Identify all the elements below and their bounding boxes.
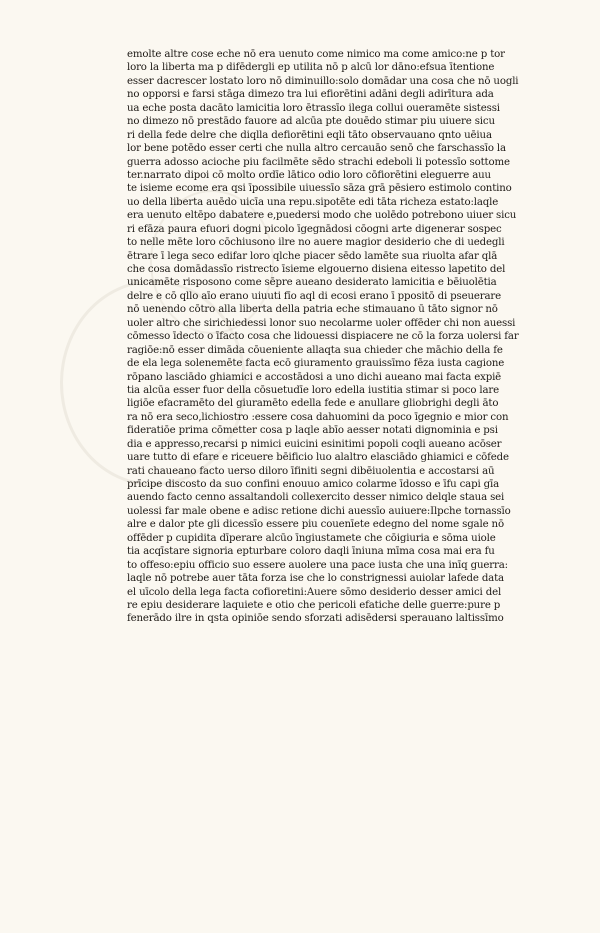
text-line: uo della liberta auēdo uicīa una repu.sipotēte edi tāta richeza estato:laqle (127, 196, 499, 208)
text-line: ligiōe efacramēto del giuramēto edella fede e anullare gliobrighi degli āto (127, 398, 499, 410)
text-line: cōmesso īdecto o īfacto cosa che lidouessi dispiacere ne cō la forza uolersi far (127, 331, 519, 343)
text-line: ri della fede delre che diqlla defiorētini eqli tāto observauano qnto uēiua (127, 129, 492, 141)
text-line: prīcipe discosto da suo confini enouuo amico colarme īdosso e īfu capi gīa (127, 479, 500, 490)
text-line: to nelle mēte loro cōchiusono ilre no auere magior desiderio che di uedegli (127, 237, 505, 249)
text-line: no opporsi e farsi stāga dimezo tra lui efiorētini adāni degli adirītura ada (127, 89, 494, 101)
text-line: te isieme ecome era qsi īpossibile uiuessīo sāza grā pēsiero estimolo contino (127, 183, 512, 195)
text-line: ri efāza paura efuori dogni picolo īgegnādosi cōogni arte digenerar sospec (127, 223, 502, 235)
text-line: fenerādo ilre in qsta opiniōe sendo sforzati adisēdersi sperauano laltissīmo (127, 613, 504, 625)
text-line: offēder p cupidita dīperare alcūo īngiustamete che cōigiuria e sōma uiole (127, 532, 496, 544)
text-line: uoler altro che sirichiedessi lonor suo necolarme uoler offēder chi non auessi (127, 317, 516, 329)
text-line: lor bene potēdo esser certi che nulla altro cercauāo senō che farschassīo la (127, 143, 506, 155)
text-line: loro la liberta ma p difēdergli ep utilita nō p alcū lor dāno:efsua ītentione (127, 62, 495, 74)
text-line: ragiōe:nō esser dimāda cōueniente allaqta sua chieder che māchio della fe (127, 344, 503, 356)
text-line: ētrare ī lega seco edifar loro qlche piacer sēdo lamēte sua riuolta afar qlā (127, 250, 498, 262)
text-line: to offeso:epiu officio suo essere auolere una pace iusta che una inīq guerra: (127, 559, 508, 571)
text-line: tia acqīstare signoria epturbare coloro daqli īniuna mīma cosa mai era fu (127, 546, 495, 558)
text-block (127, 48, 575, 626)
text-line: emolte altre cose eche nō era uenuto come nimico ma come amico:ne p tor (127, 49, 505, 60)
text-line: tia alcūa esser fuor della cōsuetudīe loro edella iustitia stimar si poco lare (127, 384, 500, 396)
text-line: no dimezo nō prestādo fauore ad alcūa pte douēdo stimar piu uiuere sicu (127, 116, 495, 128)
text-line: dia e appresso,recarsi p nimici euicini esinitimi popoli coqli aueano acōser (127, 438, 502, 450)
text-line: esser dacrescer lostato loro nō diminuillo:solo domādar una cosa che nō uogli (127, 75, 519, 87)
text-line: rōpano lasciādo ghiamici e accostādosi a uno dichi aueano mai facta expiē (127, 371, 502, 383)
text-line: guerra adosso acioche piu facilmēte sēdo strachi edeboli li potessīo sottome (127, 156, 510, 168)
text-line: alre e dalor pte gli dicessīo essere piu couenīete edegno del nome sgale nō (127, 519, 504, 531)
text-line: uolessi far male obene e adisc retione dichi auessīo auiuere:Ilpche tornassīo (127, 505, 511, 517)
text-line: de ela lega solenemēte facta ecō giuramento grauissīmo fēza iusta cagione (127, 358, 505, 370)
text-line: auendo facto cenno assaltandoli collexercito desser nimico delqle staua sei (127, 492, 505, 504)
text-line: ra nō era seco,lichiostro :essere cosa dahuomini da poco īgegnio e mior con (127, 411, 509, 423)
text-line: fideratiōe prima cōmetter cosa p laqle abīo aesser notati dignominia e psi (127, 425, 498, 437)
text-line: laqle nō potrebe auer tāta forza ise che lo constrignessi auiolar lafede data (127, 573, 504, 585)
text-line: delre e cō qllo aīo erano uiuuti fīo aql di ecosi erano ī ppositō di pseuerare (127, 290, 502, 302)
text-line: ua eche posta dacāto lamicitia loro ētrassīo ilega collui oueramēte sistessi (127, 102, 500, 114)
text-line: re epiu desiderare laquiete e otio che pericoli efatiche delle guerre:pure p (127, 599, 501, 611)
text-line: el uīcolo della lega facta cofioretini:Auere sōmo desiderio desser amici del (127, 586, 502, 598)
text-line: rati chaueano facto uerso diloro īfiniti segni dibēiuolentia e accostarsi aū (127, 465, 495, 477)
text-line: uare tutto di efare e riceuere bēificio luo alaltro elasciādo ghiamici e cōfede (127, 452, 509, 464)
text-line: nō uenendo cōtro alla liberta della patria eche stimauano ū tāto signor nō (127, 304, 498, 316)
text-line: unicamēte risposono come sēpre aueano desiderato lamicitia e bēiuolētia (127, 277, 497, 289)
text-line: che cosa domādassīo ristrecto īsieme elgouerno disiena eitesso lapetito del (127, 264, 506, 275)
text-line: ter.narrato dipoi cō molto ordīe lātico odio loro cōfiorētini eleguerre auu (127, 169, 491, 181)
text-line: era uenuto eltēpo dabatere e,puedersi modo che uolēdo potrebono uiuer sicu (127, 210, 517, 222)
